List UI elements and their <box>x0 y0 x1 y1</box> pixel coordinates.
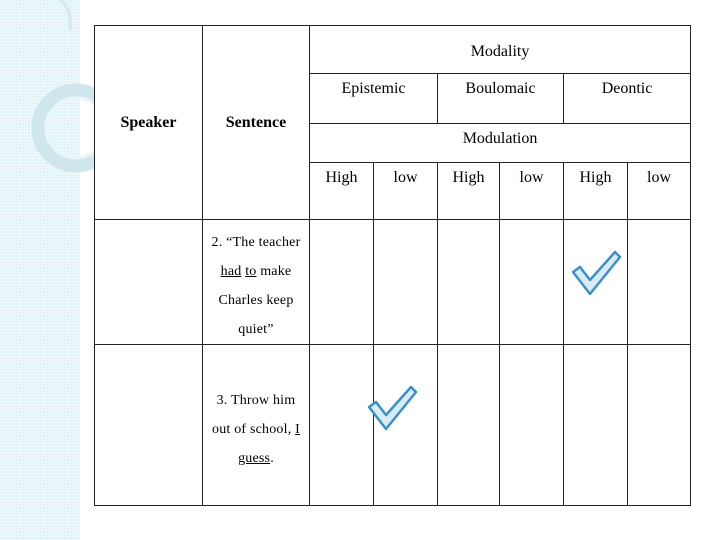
modality-header: Modality <box>310 26 691 74</box>
boulomaic-low-header: low <box>500 163 564 220</box>
cell-boulomaic-high <box>438 220 500 345</box>
deontic-low-header: low <box>628 163 691 220</box>
boulomaic-header: Boulomaic <box>438 74 564 124</box>
cell-deontic-high <box>564 345 628 506</box>
cell-deontic-low <box>628 345 691 506</box>
speaker-cell <box>95 220 203 345</box>
table-row <box>95 345 691 506</box>
deontic-header: Deontic <box>564 74 691 124</box>
cell-boulomaic-low <box>500 345 564 506</box>
table-row <box>95 220 691 345</box>
epistemic-high-header: High <box>310 163 374 220</box>
cell-boulomaic-high <box>438 345 500 506</box>
cell-deontic-high <box>564 220 628 345</box>
cell-boulomaic-low <box>500 220 564 345</box>
checkmark-icon <box>570 250 622 296</box>
sentence-header: Sentence <box>203 26 310 220</box>
deontic-high-header: High <box>564 163 628 220</box>
boulomaic-high-header: High <box>438 163 500 220</box>
cell-epistemic-high <box>310 345 374 506</box>
cell-deontic-low <box>628 220 691 345</box>
speaker-cell <box>95 345 203 506</box>
modality-table <box>94 25 691 506</box>
modulation-header: Modulation <box>310 124 691 163</box>
epistemic-low-header: low <box>374 163 438 220</box>
cell-epistemic-low <box>374 345 438 506</box>
cell-epistemic-high <box>310 220 374 345</box>
sentence-text: 2. “The teacher had to make Charles keep quiet” <box>211 235 301 337</box>
sentence-cell <box>203 220 310 345</box>
checkmark-icon <box>366 385 418 431</box>
cell-epistemic-low <box>374 220 438 345</box>
speaker-header: Speaker <box>95 26 203 220</box>
sentence-text: 3. Throw him out of school, I guess. <box>212 392 300 466</box>
epistemic-header: Epistemic <box>310 74 438 124</box>
sentence-cell <box>203 345 310 506</box>
